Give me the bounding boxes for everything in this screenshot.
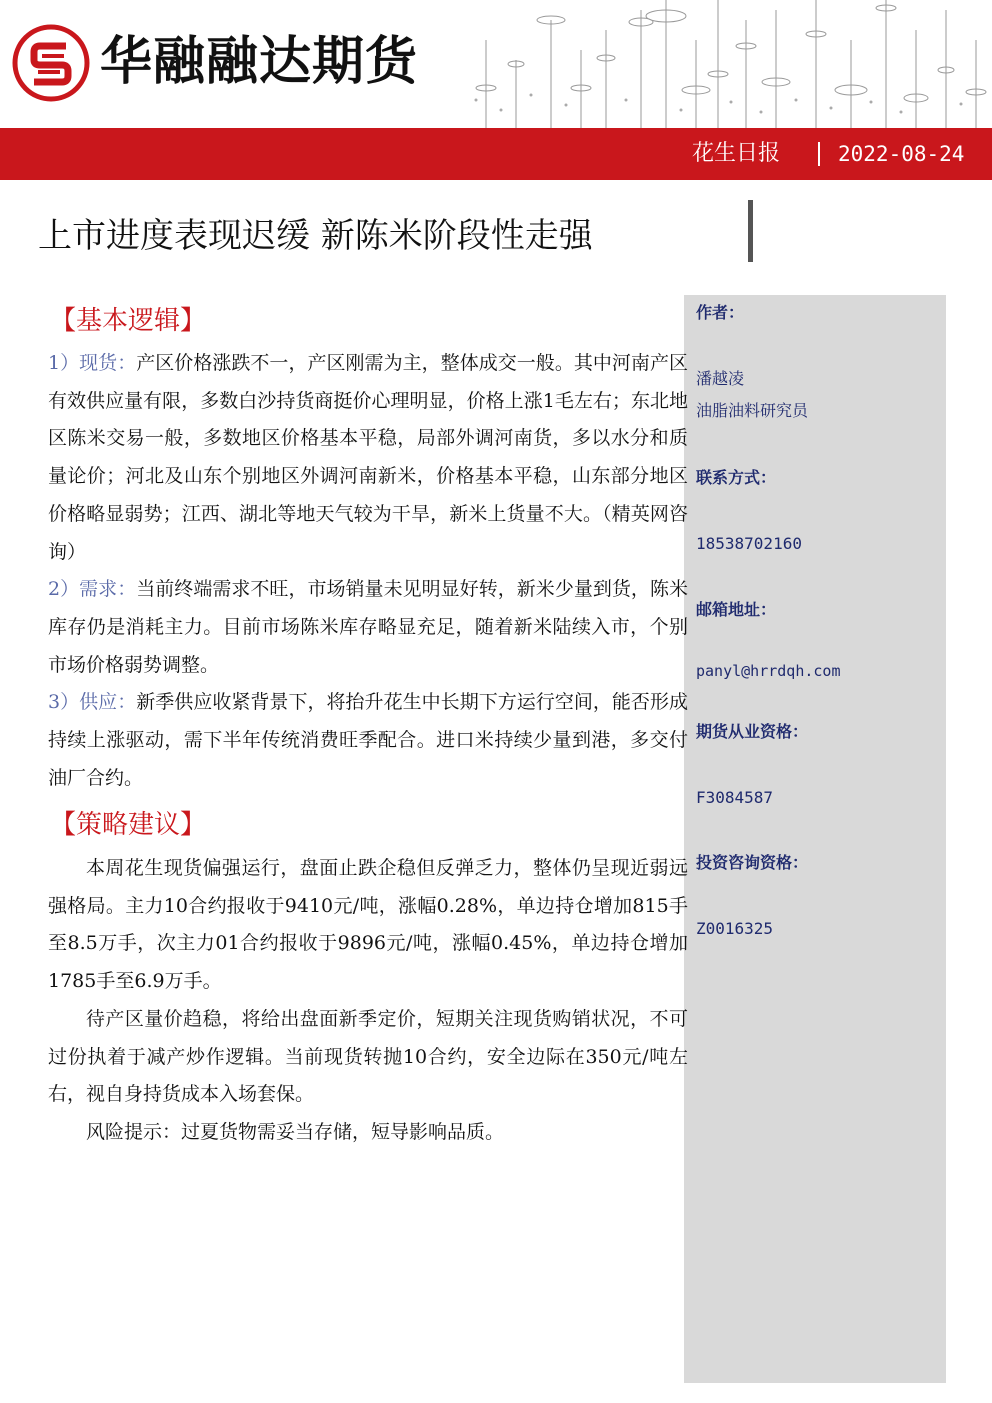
- email-link[interactable]: panyl@hrrdqh.com: [696, 662, 841, 680]
- basic-logic-body: [48, 345, 688, 797]
- header-divider: [818, 142, 820, 166]
- report-date: 2022-08-24: [838, 142, 965, 166]
- contact-label: 联系方式：: [696, 468, 777, 487]
- company-name: 华融融达期货: [100, 32, 419, 92]
- supply-paragraph: [48, 684, 688, 797]
- report-type: 花生日报: [691, 141, 780, 166]
- section-title-basic-logic: 【基本逻辑】: [50, 306, 207, 336]
- email-label: 邮箱地址：: [696, 600, 777, 619]
- investment-qualification-number: Z0016325: [696, 919, 774, 938]
- section-title-strategy: 【策略建议】: [50, 810, 207, 840]
- risk-warning: 风险提示：过夏货物需妥当存储，短导影响品质。: [86, 1120, 505, 1143]
- paragraph-text: 产区价格涨跌不一，产区刚需为主，整体成交一般。其中河南产区有效供应量有限，多数白沙持货商挺价心理明显，价格上涨1毛左右；东北地区陈米交易一般，多数地区价格基本平稳，局部外调河南货，多以水分和质量论价；河北及山东个别地区外调河南新米，价格基本平稳，山东部分地区价格略显弱势；江西、湖北等地天气较为干旱，新米上货量不大。（精英网咨询）: [48, 352, 688, 563]
- demand-paragraph: [48, 571, 688, 684]
- author-label: 作者：: [696, 303, 745, 322]
- paragraph-number: 1）现货：: [48, 352, 137, 374]
- paragraph-number: 3）供应：: [48, 691, 137, 714]
- strategy-paragraph: 待产区量价趋稳，将给出盘面新季定价，短期关注现货购销状况，不可过份执着于减产炒作逻辑。当前现货转抛10合约，安全边际在350元/吨左右，视自身持货成本入场套保。: [48, 1007, 688, 1106]
- company-logo-icon: [12, 24, 90, 102]
- strategy-paragraph: 本周花生现货偏强运行，盘面止跌企稳但反弹乏力，整体仍呈现近弱远强格局。主力10合约报收于9410元/吨，涨幅0.28%，单边持仓增加815手至8.5万手，次主力01合约报收于9896元/吨，涨幅0.45%，单边持仓增加1785手至6.9万手。: [48, 857, 688, 993]
- header-decoration-icon: [456, 0, 992, 128]
- paragraph-number: 2）需求：: [48, 578, 137, 601]
- page-title: 上市进度表现迟缓 新陈米阶段性走强: [38, 216, 593, 256]
- author-title: 油脂油料研究员: [696, 401, 809, 420]
- futures-qualification-label: 期货从业资格：: [696, 722, 809, 741]
- supply-spot-paragraph: [48, 345, 688, 571]
- strategy-body: [48, 850, 688, 1152]
- author-sidebar: [684, 295, 946, 1383]
- investment-qualification-label: 投资咨询资格：: [696, 853, 809, 872]
- futures-qualification-number: F3084587: [696, 788, 774, 807]
- paragraph-text: 新季供应收紧背景下，将抬升花生中长期下方运行空间，能否形成持续上涨驱动，需下半年传统消费旺季配合。进口米持续少量到港，多交付油厂合约。: [48, 691, 688, 789]
- author-name: 潘越凌: [696, 369, 745, 388]
- title-divider: [748, 200, 753, 262]
- paragraph-text: 当前终端需求不旺，市场销量未见明显好转，新米少量到货，陈米库存仍是消耗主力。目前市场陈米库存略显充足，随着新米陆续入市，个别市场价格弱势调整。: [48, 578, 688, 676]
- contact-phone: 18538702160: [696, 534, 802, 553]
